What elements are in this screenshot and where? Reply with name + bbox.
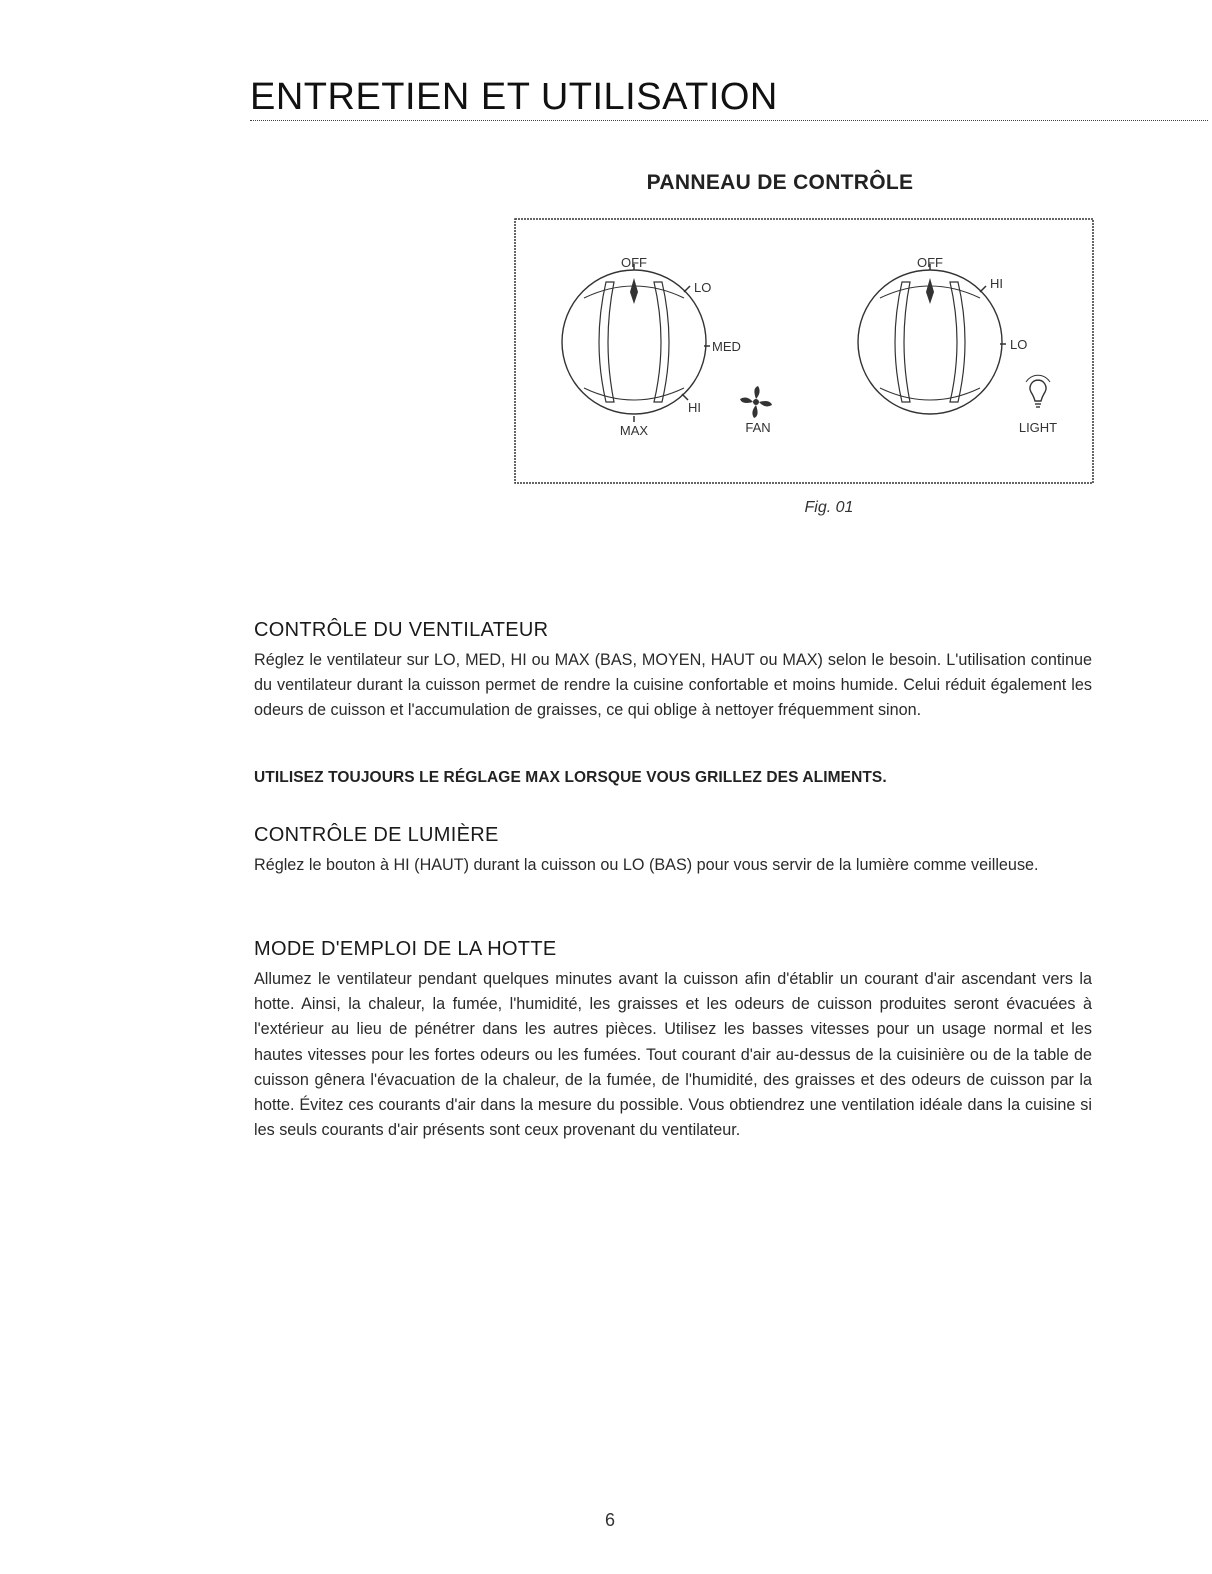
fan-icon-label: FAN xyxy=(745,420,771,435)
fan-label-off: OFF xyxy=(621,255,647,270)
fan-tick-lo xyxy=(684,286,690,292)
light-label-off: OFF xyxy=(917,255,943,270)
fan-knob xyxy=(562,255,741,438)
page-title: ENTRETIEN ET UTILISATION xyxy=(250,76,778,118)
light-icon-label: LIGHT xyxy=(1018,420,1058,435)
fan-control-section xyxy=(254,619,1092,724)
light-control-heading: CONTRÔLE DE LUMIÈRE xyxy=(254,824,499,846)
fan-label-hi: HI xyxy=(688,400,701,415)
light-control-section xyxy=(254,824,1092,878)
light-tick-hi xyxy=(980,286,986,292)
light-label-lo: LO xyxy=(1010,337,1028,352)
panel-frame xyxy=(515,219,1093,483)
hood-usage-heading: MODE D'EMPLOI DE LA HOTTE xyxy=(254,938,557,960)
light-label-hi: HI xyxy=(990,276,1003,291)
control-panel-heading: PANNEAU DE CONTRÔLE xyxy=(646,171,914,194)
fan-control-heading: CONTRÔLE DU VENTILATEUR xyxy=(254,619,549,641)
light-knob-pointer xyxy=(926,278,934,304)
fan-label-lo: LO xyxy=(694,280,712,295)
control-panel-figure xyxy=(514,218,1094,484)
hood-usage-body: Allumez le ventilateur pendant quelques minutes avant la cuisson afin d'établir un courant d'air ascendant vers la hotte. Ainsi, la chaleur, la fumée, l'humidité, les graisses et les odeurs de cuisson produites seront évacuées à l'extérieur au lieu de pénétrer dans les autres pièces. Utilisez les basses vitesses pour un usage normal et les hautes vitesses pour les fortes odeurs ou les fumées. Tout courant d'air au-dessus de la cuisinière ou de la table de cuisson gênera l'évacuation de la chaleur, de la fumée, de l'humidité, des graisses et des odeurs de cuisson par la hotte. Évitez ces courants d'air dans la mesure du possible. Vous obtiendrez une ventilation idéale dans la cuisine si les seuls courants d'air présents sont ceux provenant du ventilateur. xyxy=(254,970,1092,1140)
fan-icon xyxy=(740,386,772,418)
grill-warning: UTILISEZ TOUJOURS LE RÉGLAGE MAX LORSQUE VOUS GRILLEZ DES ALIMENTS. xyxy=(254,769,887,786)
title-rule xyxy=(250,120,1208,121)
light-knob xyxy=(858,255,1027,414)
fan-label-max: MAX xyxy=(619,423,649,438)
page-number: 6 xyxy=(604,1510,615,1530)
figure-caption: Fig. 01 xyxy=(804,499,854,516)
fan-label-med: MED xyxy=(712,339,741,354)
light-bulb-icon xyxy=(1026,375,1050,407)
fan-control-body: Réglez le ventilateur sur LO, MED, HI ou MAX (BAS, MOYEN, HAUT ou MAX) selon le besoin. L'utilisation continue du ventilateur durant la cuisson permet de rendre la cuisine confortable et moins humide. Celui réduit également les odeurs de cuisson et l'accumulation de graisses, ce qui oblige à nettoyer fréquemment sinon. xyxy=(254,651,1092,720)
light-control-body: Réglez le bouton à HI (HAUT) durant la cuisson ou LO (BAS) pour vous servir de la lumière comme veilleuse. xyxy=(254,856,1039,874)
hood-usage-section xyxy=(254,938,1092,1143)
fan-knob-pointer xyxy=(630,278,638,304)
control-panel-diagram xyxy=(514,218,1094,484)
